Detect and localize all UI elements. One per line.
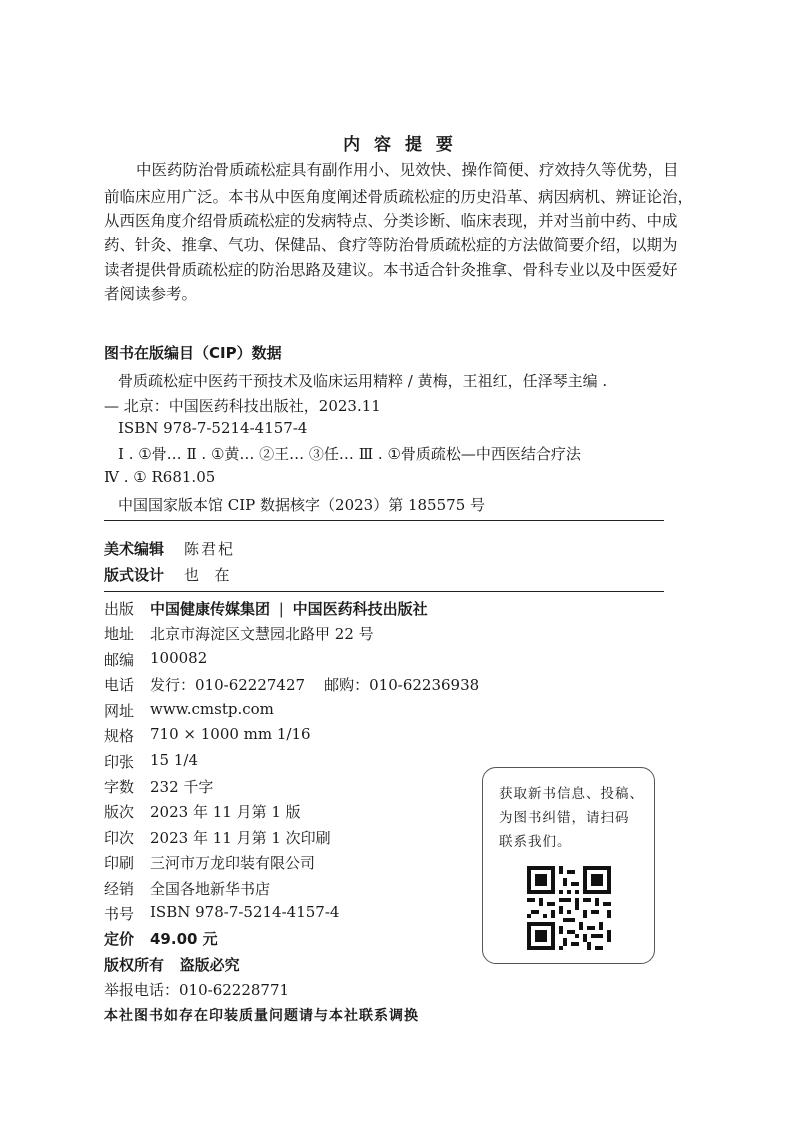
divider [104, 591, 664, 592]
detail-label: 版次 [104, 803, 135, 821]
detail-value: 2023 年 11 月第 1 版 [150, 803, 301, 821]
summary-line: 药、针灸、推拿、气功、保健品、食疗等防治骨质疏松症的方法做简要介绍，以期为 [104, 236, 678, 254]
publisher-group: 中国健康传媒集团 [150, 600, 271, 618]
summary-line: 者阅读参考。 [104, 285, 198, 303]
summary-line: 读者提供骨质疏松症的防治思路及建议。本书适合针灸推拿、骨科专业以及中医爱好 [104, 261, 678, 279]
detail-value: 15 1/4 [150, 751, 198, 769]
detail-value: 三河市万龙印装有限公司 [150, 854, 316, 872]
detail-label: 经销 [104, 880, 135, 898]
cip-number: 中国国家版本馆 CIP 数据核字（2023）第 185575 号 [118, 496, 486, 514]
summary-line: 从西医角度介绍骨质疏松症的发病特点、分类诊断、临床表现，并对当前中药、中成 [104, 212, 678, 230]
divider [104, 520, 664, 521]
detail-value: 发行：010-62227427 邮购：010-62236938 [150, 676, 480, 694]
rights-notice: 版权所有 盗版必究 [104, 956, 240, 974]
summary-title: 内 容 提 要 [343, 135, 457, 155]
cip-line: 骨质疏松症中医药干预技术及临床运用精粹 / 黄梅，王祖红，任泽琴主编 . [118, 372, 608, 390]
detail-label: 印刷 [104, 854, 135, 872]
detail-value: 710 × 1000 mm 1/16 [150, 725, 311, 743]
detail-label: 字数 [104, 778, 135, 796]
qr-caption: 获取新书信息、投稿、 为图书纠错，请扫码 联系我们。 [499, 786, 644, 850]
credit-value: 也 在 [184, 566, 232, 584]
detail-label: 书号 [104, 905, 135, 923]
publisher-separator: | [278, 600, 284, 618]
quality-note: 本社图书如存在印装质量问题请与本社联系调换 [104, 1008, 419, 1024]
qr-info-box [482, 767, 655, 964]
summary-line: 中医药防治骨质疏松症具有副作用小、见效快、操作简便、疗效持久等优势，目 [136, 161, 679, 179]
credit-label: 版式设计 [104, 566, 165, 584]
detail-label: 印次 [104, 829, 135, 847]
detail-label: 网址 [104, 702, 135, 720]
detail-label: 印张 [104, 753, 135, 771]
summary-line: 前临床应用广泛。本书从中医角度阐述骨质疏松症的历史沿革、病因病机、辨证论治， [104, 188, 694, 206]
price-label: 定价 [104, 930, 135, 948]
detail-value: 全国各地新华书店 [150, 880, 271, 898]
cip-isbn: ISBN 978-7-5214-4157-4 [118, 419, 308, 437]
detail-value: 232 千字 [150, 778, 214, 796]
publisher-label: 出版 [104, 600, 135, 618]
detail-label: 邮编 [104, 651, 135, 669]
cip-classification: Ⅳ . ① R681.05 [104, 468, 216, 486]
publisher-value [150, 598, 428, 619]
detail-value: www.cmstp.com [150, 700, 274, 718]
qr-code-icon[interactable] [527, 866, 611, 950]
detail-label: 地址 [104, 625, 135, 643]
detail-value: 2023 年 11 月第 1 次印刷 [150, 829, 331, 847]
detail-value: 北京市海淀区文慧园北路甲 22 号 [150, 625, 374, 643]
publisher-name: 中国医药科技出版社 [292, 600, 428, 618]
price-value: 49.00 元 [150, 930, 218, 948]
detail-value: ISBN 978-7-5214-4157-4 [150, 903, 340, 921]
credit-label: 美术编辑 [104, 540, 165, 558]
cip-classification: Ⅰ . ①骨… Ⅱ . ①黄… ②王… ③任… Ⅲ . ①骨质疏松—中西医结合疗法 [118, 445, 581, 463]
detail-label: 规格 [104, 727, 135, 745]
report-phone: 举报电话：010-62228771 [104, 981, 290, 999]
cip-line: — 北京：中国医药科技出版社，2023.11 [104, 397, 381, 415]
detail-label: 电话 [104, 676, 135, 694]
credit-value: 陈君杞 [184, 540, 236, 558]
cip-title: 图书在版编目（CIP）数据 [104, 344, 282, 362]
detail-value: 100082 [150, 649, 208, 667]
